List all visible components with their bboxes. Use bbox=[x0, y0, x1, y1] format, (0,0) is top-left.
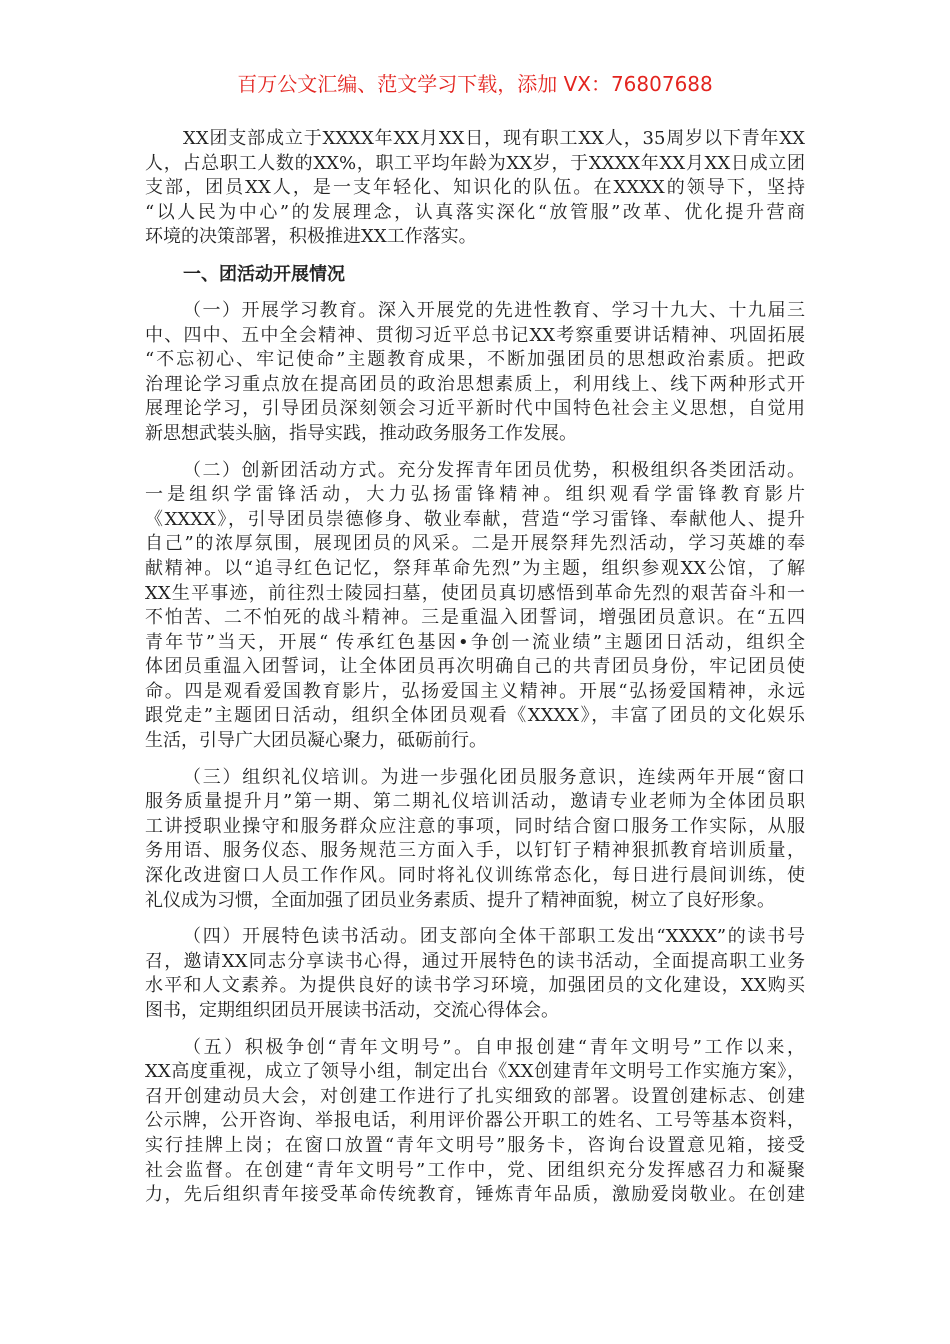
section-heading: 一、团活动开展情况 bbox=[183, 263, 345, 285]
text-line: 社会监督。在创建“青年文明号”工作中，党、团组织充分发挥感召力和凝聚 bbox=[145, 1159, 805, 1181]
text-line: 新思想武装头脑，指导实践，推动政务服务工作发展。 bbox=[145, 422, 577, 444]
text-line: （一）开展学习教育。深入开展党的先进性教育、学习十九大、十九届三 bbox=[183, 299, 805, 321]
watermark-banner: 百万公文汇编、范文学习下载，添加 VX：76807688 bbox=[237, 72, 713, 96]
text-line: 《XXXX》，引导团员崇德修身、敬业奉献，营造“学习雷锋、奉献他人、提升 bbox=[145, 508, 805, 530]
text-line: 支部，团员XX人，是一支年轻化、知识化的队伍。在XXXX的领导下，坚持 bbox=[145, 177, 805, 199]
text-line: 不怕苦、二不怕死的战斗精神。三是重温入团誓词，增强团员意识。在“五四 bbox=[145, 607, 805, 629]
text-line: 体团员重温入团誓词，让全体团员再次明确自己的共青团员身份，牢记团员使 bbox=[145, 656, 805, 678]
text-line: 青年节”当天，开展“ 传承红色基因•争创一流业绩”主题团日活动，组织全 bbox=[145, 631, 805, 653]
document-body bbox=[145, 127, 805, 1220]
text-line: 献精神。以“追寻红色记忆，祭拜革命先烈”为主题，组织参观XX公馆，了解 bbox=[145, 557, 805, 579]
text-line: （四）开展特色读书活动。团支部向全体干部职工发出“XXXX”的读书号 bbox=[183, 926, 805, 948]
text-line: （二）创新团活动方式。充分发挥青年团员优势，积极组织各类团活动。 bbox=[183, 459, 805, 481]
text-line: 力，先后组织青年接受革命传统教育，锤炼青年品质，激励爱岗敬业。在创建 bbox=[145, 1184, 805, 1206]
section-paragraph bbox=[145, 459, 805, 754]
text-line: “不忘初心、牢记使命”主题教育成果，不断加强团员的思想政治素质。把政 bbox=[145, 349, 805, 371]
section-paragraph bbox=[145, 1036, 805, 1208]
text-line: XX高度重视，成立了领导小组，制定出台《XX创建青年文明号工作实施方案》， bbox=[145, 1061, 805, 1083]
text-line: 工讲授职业操守和服务群众应注意的事项，同时结合窗口服务工作实际，从服 bbox=[145, 815, 805, 837]
text-line: 环境的决策部署，积极推进XX工作落实。 bbox=[145, 226, 477, 248]
text-line: XX生平事迹，前往烈士陵园扫墓，使团员真切感悟到革命先烈的艰苦奋斗和一 bbox=[145, 582, 805, 604]
sections bbox=[145, 299, 805, 1208]
text-line: （三）组织礼仪培训。为进一步强化团员服务意识，连续两年开展“窗口 bbox=[183, 766, 805, 788]
text-line: 水平和人文素养。为提供良好的读书学习环境，加强团员的文化建设，XX购买 bbox=[145, 975, 805, 997]
text-line: 礼仪成为习惯，全面加强了团员业务素质、提升了精神面貌，树立了良好形象。 bbox=[145, 889, 775, 911]
section-paragraph bbox=[145, 299, 805, 447]
text-line: 深化改进窗口人员工作作风。同时将礼仪训练常态化，每日进行晨间训练，使 bbox=[145, 865, 805, 887]
text-line: 公示牌，公开咨询、举报电话，利用评价器公开职工的姓名、工号等基本资料， bbox=[145, 1110, 805, 1132]
text-line: 中、四中、五中全会精神、贯彻习近平总书记XX考察重要讲话精神、巩固拓展 bbox=[145, 324, 805, 346]
intro-paragraph bbox=[145, 127, 805, 250]
text-line: 图书，定期组织团员开展读书活动，交流心得体会。 bbox=[145, 1000, 559, 1021]
text-line: 展理论学习，引导团员深刻领会习近平新时代中国特色社会主义思想，自觉用 bbox=[145, 398, 805, 420]
text-line: 召，邀请XX同志分享读书心得，通过开展特色的读书活动，全面提高职工业务 bbox=[145, 950, 805, 972]
text-line: 跟党走”主题团日活动，组织全体团员观看《XXXX》，丰富了团员的文化娱乐 bbox=[145, 705, 805, 727]
text-line: （五）积极争创“青年文明号”。自申报创建“青年文明号”工作以来， bbox=[183, 1036, 805, 1058]
text-line: 服务质量提升月”第一期、第二期礼仪培训活动，邀请专业老师为全体团员职 bbox=[145, 791, 805, 813]
text-line: 治理论学习重点放在提高团员的政治思想素质上，利用线上、线下两种形式开 bbox=[145, 373, 805, 395]
section-paragraph bbox=[145, 766, 805, 914]
section-paragraph bbox=[145, 925, 805, 1023]
text-line: 自己”的浓厚氛围，展现团员的风采。二是开展祭拜先烈活动，学习英雄的奉 bbox=[145, 533, 805, 555]
text-line: 实行挂牌上岗；在窗口放置“青年文明号”服务卡，咨询台设置意见箱，接受 bbox=[145, 1134, 805, 1156]
text-line: “以人民为中心”的发展理念，认真落实深化“放管服”改革、优化提升营商 bbox=[145, 201, 805, 223]
text-line: 人，占总职工人数的XX%，职工平均年龄为XX岁，于XXXX年XX月XX日成立团 bbox=[145, 152, 805, 174]
text-line: 命。四是观看爱国教育影片，弘扬爱国主义精神。开展“弘扬爱国精神，永远 bbox=[145, 680, 805, 702]
text-line: 一是组织学雷锋活动，大力弘扬雷锋精神。组织观看学雷锋教育影片 bbox=[145, 484, 805, 506]
text-line: XX团支部成立于XXXX年XX月XX日，现有职工XX人，35周岁以下青年XX bbox=[183, 128, 805, 149]
text-line: 召开创建动员大会，对创建工作进行了扎实细致的部署。设置创建标志、创建 bbox=[145, 1085, 805, 1107]
text-line: 务用语、服务仪态、服务规范三方面入手，以钉钉子精神狠抓教育培训质量， bbox=[145, 840, 805, 862]
text-line: 生活，引导广大团员凝心聚力，砥砺前行。 bbox=[145, 730, 487, 752]
